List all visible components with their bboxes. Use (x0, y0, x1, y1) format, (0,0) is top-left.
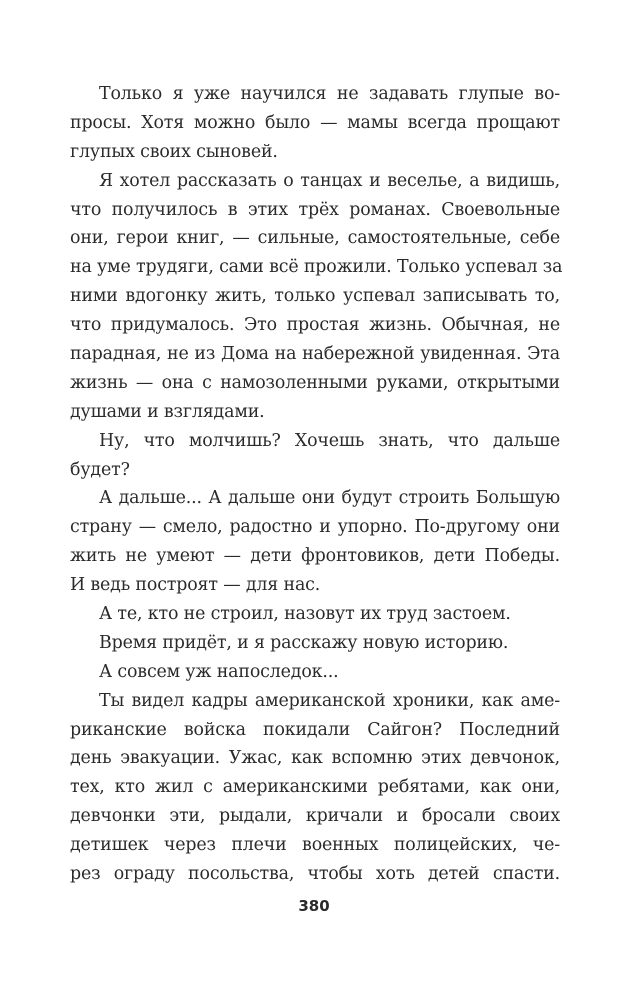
text-line: парадная, не из Дома на набережной увиденная. Эта (70, 344, 560, 365)
text-line: рез ограду посольства, чтобы хоть детей спасти. (70, 864, 560, 885)
text-line: душами и взглядами. (70, 401, 265, 422)
text-line: И ведь построят — для нас. (70, 575, 321, 596)
text-line: тех, кто жил с американскими ребятами, как они, (70, 777, 560, 798)
text-line: страну — смело, радостно и упорно. По-другому они (70, 517, 560, 538)
text-line: А совсем уж напоследок... (99, 661, 339, 682)
text-line: что получилось в этих трёх романах. Своевольные (70, 199, 560, 220)
text-line: Только я уже научился не задавать глупые во- (99, 84, 560, 104)
text-line: просы. Хотя можно было — мамы всегда прощают (70, 112, 560, 133)
text-line: А дальше... А дальше они будут строить Большую (99, 488, 560, 509)
text-line: будет? (70, 459, 130, 480)
text-line: Ну, что молчишь? Хочешь знать, что дальше (99, 430, 560, 451)
text-line: что придумалось. Это простая жизнь. Обычная, не (70, 315, 560, 336)
text-line: на уме трудяги, сами всё прожили. Только успевал за (70, 257, 563, 278)
text-line: жизнь — она с намозоленными руками, открытыми (70, 372, 560, 393)
page-body-text (70, 80, 563, 889)
text-line: детишек через плечи военных полицейских, че- (70, 835, 560, 856)
text-line: глупых своих сыновей. (70, 141, 278, 162)
text-line: Я хотел рассказать о танцах и веселье, а видишь, (99, 170, 560, 191)
page-number: 380 (298, 897, 330, 915)
text-line: они, герои книг, — сильные, самостоятельные, себе (70, 228, 560, 249)
text-line: девчонки эти, рыдали, кричали и бросали своих (70, 806, 560, 827)
text-line: день эвакуации. Ужас, как вспомню этих девчонок, (70, 748, 560, 769)
text-line: А те, кто не строил, назовут их труд застоем. (99, 604, 511, 625)
text-line: риканские войска покидали Сайгон? Последний (70, 719, 560, 740)
text-line: Время придёт, и я расскажу новую историю. (99, 632, 509, 653)
text-line: Ты видел кадры американской хроники, как аме- (99, 690, 560, 711)
text-line: жить не умеют — дети фронтовиков, дети Победы. (70, 546, 560, 567)
text-line: ними вдогонку жить, только успевал записывать то, (70, 286, 560, 307)
